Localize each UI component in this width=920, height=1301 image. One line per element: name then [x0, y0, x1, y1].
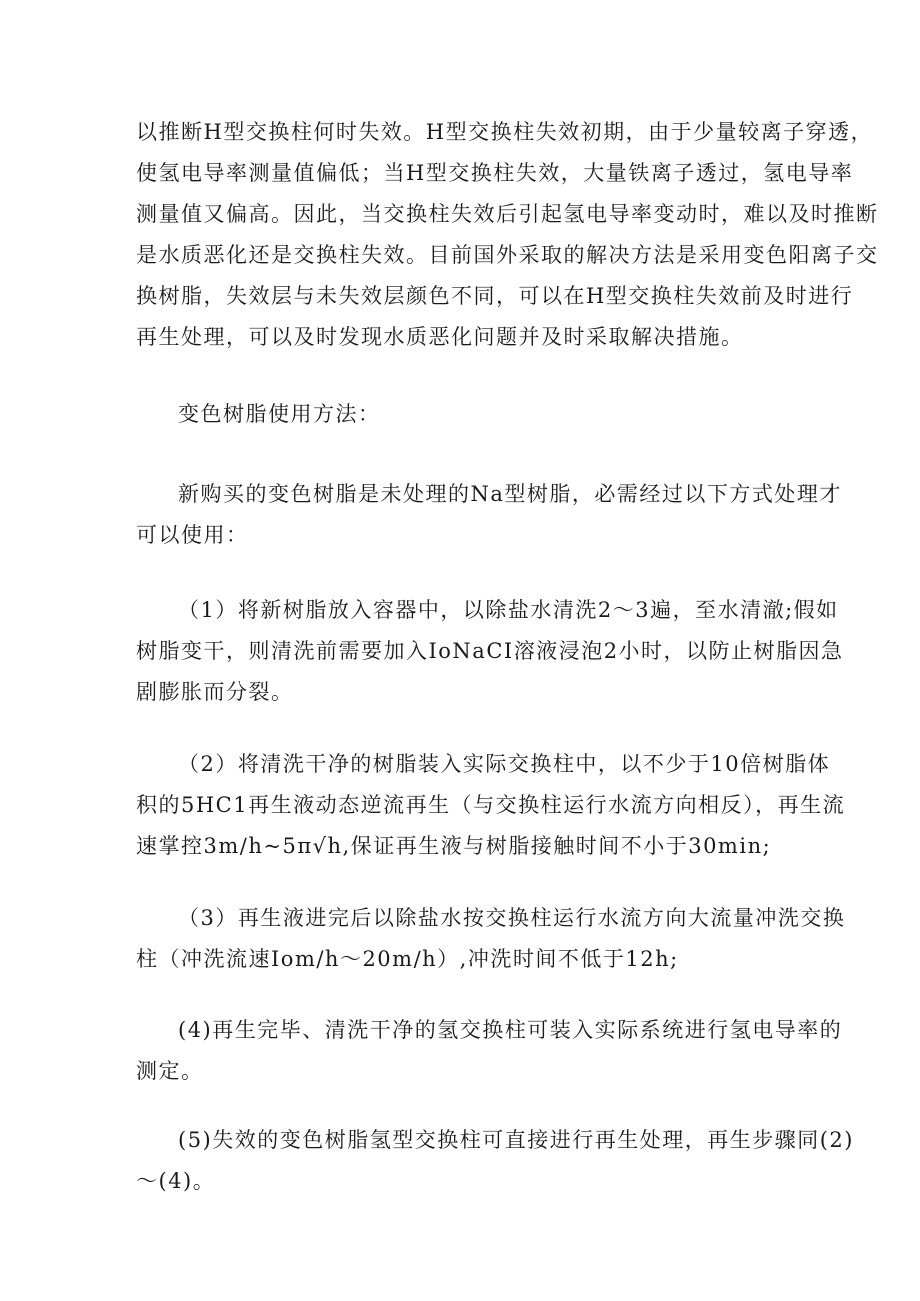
text-line: 是水质恶化还是交换柱失效。目前国外采取的解决方法是采用变色阳离子交 — [136, 243, 879, 267]
paragraph-step-4 — [136, 1010, 843, 1092]
text-line: 变色树脂使用方法： — [178, 402, 381, 426]
text-line: 积的5HC1再生液动态逆流再生（与交换柱运行水流方向相反），再生流 — [136, 793, 846, 817]
text-line: （1）将新树脂放入容器中，以除盐水清洗2～3遍，至水清澈;假如 — [178, 598, 839, 622]
text-line: 换树脂，失效层与未失效层颜色不同，可以在H型交换柱失效前及时进行 — [136, 284, 854, 308]
paragraph-step-1 — [136, 590, 844, 713]
text-line: 柱（冲洗流速Iom/h～20m∕h）,冲洗时间不低于12h; — [136, 947, 679, 971]
text-line: 树脂变干，则清洗前需要加入IoNaCI溶液浸泡2小时，以防止树脂因急 — [136, 639, 844, 663]
text-line: 速掌控3m∕h~5π√h,保证再生液与树脂接触时间不小于30min; — [136, 834, 772, 858]
text-line: 测量值又偏高。因此，当交换柱失效后引起氢电导率变动时，难以及时推断 — [136, 202, 879, 226]
paragraph-new-resin — [136, 474, 842, 556]
text-line: （2）将清洗干净的树脂装入实际交换柱中，以不少于10倍树脂体 — [178, 752, 831, 776]
text-line: 可以使用： — [136, 523, 249, 547]
text-line: （3）再生液进完后以除盐水按交换柱运行水流方向大流量冲洗交换 — [178, 906, 846, 930]
text-line: ～(4)。 — [136, 1169, 216, 1193]
text-line: 测定。 — [136, 1059, 204, 1083]
paragraph-step-5 — [136, 1120, 854, 1202]
text-line: (5)失效的变色树脂氢型交换柱可直接进行再生处理，再生步骤同(2) — [178, 1128, 854, 1152]
paragraph-step-3 — [136, 898, 846, 980]
text-line: 新购买的变色树脂是未处理的Na型树脂，必需经过以下方式处理才 — [178, 482, 842, 506]
paragraph-intro — [136, 112, 879, 358]
text-line: 以推断H型交换柱何时失效。H型交换柱失效初期，由于少量较离子穿透， — [136, 120, 874, 144]
text-line: 使氢电导率测量值偏低；当H型交换柱失效，大量铁离子透过，氢电导率 — [136, 161, 854, 185]
paragraph-step-2 — [136, 744, 846, 867]
text-line: 再生处理，可以及时发现水质恶化问题并及时采取解决措施。 — [136, 325, 744, 349]
paragraph-method-heading — [136, 394, 796, 435]
text-line: (4)再生完毕、清洗干净的氢交换柱可装入实际系统进行氢电导率的 — [178, 1018, 843, 1042]
text-line: 剧膨胀而分裂。 — [136, 680, 294, 704]
